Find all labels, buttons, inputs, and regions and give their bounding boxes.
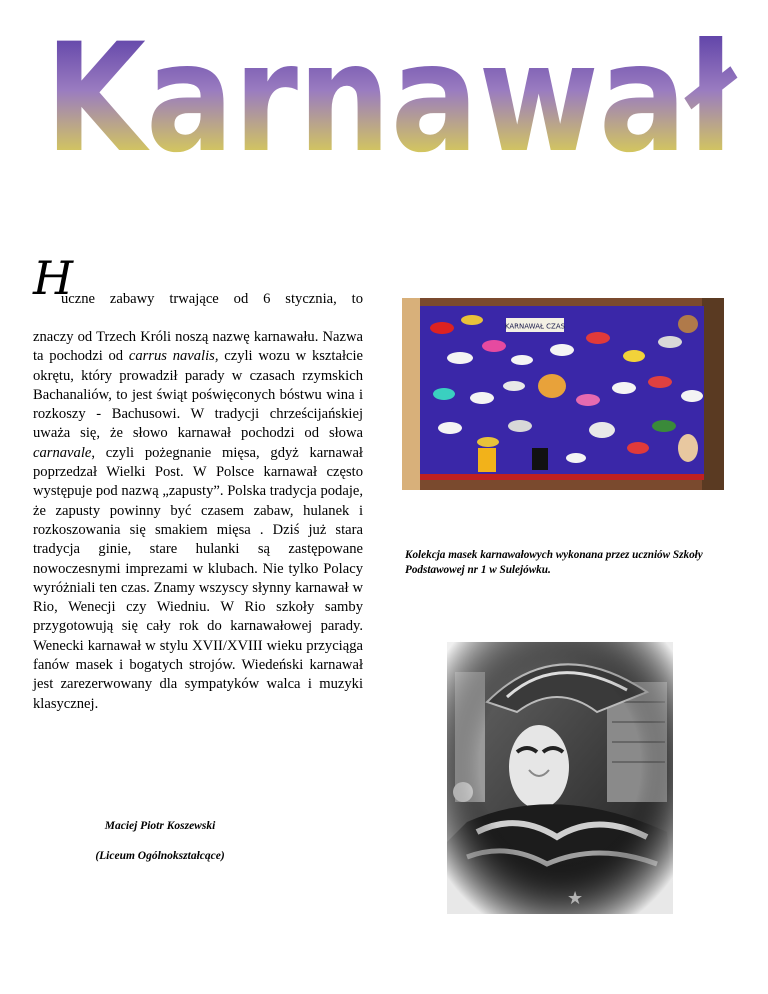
photo-caption: Kolekcja masek karnawałowych wykonana przez uczniów Szkoły Podstawowej nr 1 w Sulejówku. bbox=[405, 549, 703, 576]
venetian-mask-photo bbox=[447, 642, 673, 914]
article-text-run: znaczy od Trzech Króli noszą nazwę karnawału. Nazwa ta pochodzi od bbox=[33, 329, 363, 365]
article-body bbox=[33, 328, 363, 714]
title-banner bbox=[40, 12, 740, 186]
mask-collection-photo bbox=[402, 298, 724, 490]
article-text-run: czyli wozu w kształcie okrętu, który prowadził parady w czasach rzymskich Bachanaliów, to jest świąt poświęconych bóstwu wina i rozkoszy - Bachusowi. W tradycji chrześcijańskiej uważa się, że słowo karnawał pochodzi od słowa bbox=[33, 348, 364, 442]
author-school: (Liceum Ogólnokształcące) bbox=[95, 850, 225, 862]
article-first-line-text: uczne zabawy trwające od 6 stycznia, to bbox=[61, 291, 363, 307]
drop-cap: H bbox=[33, 251, 74, 305]
mask-collection-image bbox=[402, 298, 724, 490]
article-italic-term: carrus navalis, bbox=[128, 348, 219, 365]
author-name: Maciej Piotr Koszewski bbox=[104, 820, 216, 832]
venetian-mask-image bbox=[447, 642, 673, 914]
title-graphic bbox=[40, 12, 740, 186]
board-label: KARNAWAŁ CZAS bbox=[504, 322, 566, 331]
article-italic-term: carnavale bbox=[33, 444, 92, 461]
article-paragraph bbox=[33, 328, 363, 714]
page-title: Karnawał bbox=[45, 12, 738, 186]
article bbox=[33, 251, 364, 714]
article-text-run: , czyli pożegnanie mięsa, gdyż karnawał poprzedzał Wielki Post. W Polsce karnawał często występuje pod nazwą „zapusty”. Polska tradycja podaje, że zapusty powinny być czasem zabaw, hulanek i rozkoszowania się smakiem mięsa . Dziś już stara tradycja ginie, stare hulanki są zastępowane nowoczesnymi imprezami w klubach. Nie tylko Polacy wyróżniali ten czas. Znamy wszyscy słynny karnawał w Rio, Wenecji czy Wiedniu. W Rio szkoły samby przygotowują się cały rok do karnawałowej parady. Wenecki karnawał w stylu XVII/XVIII wieku przyciąga fanów masek i bogatych strojów. Wiedeński karnawał jest zarezerwowany dla sympatyków walca i muzyki klasycznej. bbox=[33, 444, 363, 712]
article-first-line bbox=[33, 251, 363, 307]
